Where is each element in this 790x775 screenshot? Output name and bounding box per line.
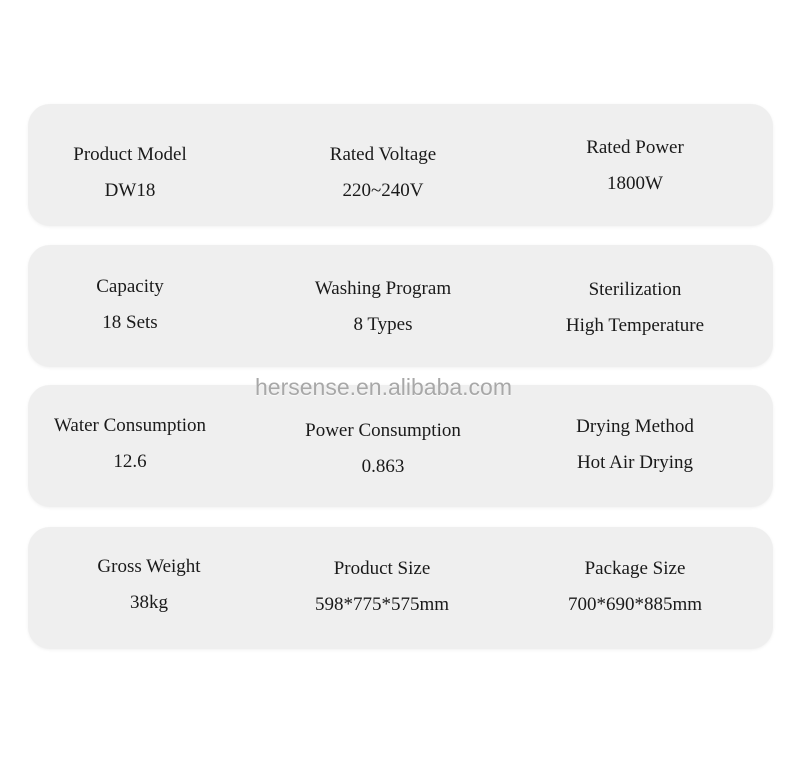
spec-washing-program <box>263 278 503 336</box>
spec-label: Water Consumption <box>53 415 207 436</box>
spec-value: DW18 <box>104 180 156 201</box>
spec-value: 12.6 <box>113 451 147 472</box>
spec-value: 38kg <box>130 592 168 613</box>
spec-rated-power <box>515 137 755 195</box>
spec-card-4 <box>28 527 773 649</box>
spec-label: Product Model <box>73 144 187 165</box>
spec-package-size <box>515 558 755 616</box>
spec-power-consumption <box>263 420 503 478</box>
spec-label: Capacity <box>96 276 164 297</box>
spec-label: Washing Program <box>314 278 452 299</box>
spec-value: 700*690*885mm <box>567 594 703 615</box>
spec-label: Power Consumption <box>305 420 461 441</box>
spec-value: Hot Air Drying <box>576 452 694 473</box>
spec-card-3 <box>28 385 773 507</box>
spec-value: 598*775*575mm <box>314 594 450 615</box>
spec-product-model <box>10 144 250 202</box>
spec-label: Package Size <box>584 558 686 579</box>
spec-value: 1800W <box>607 173 663 194</box>
spec-value: 0.863 <box>361 456 405 477</box>
spec-label: Rated Power <box>586 137 684 158</box>
spec-label: Drying Method <box>576 416 694 437</box>
spec-label: Sterilization <box>588 279 682 300</box>
spec-water-consumption <box>10 415 250 473</box>
spec-label: Gross Weight <box>97 556 201 577</box>
spec-capacity <box>10 276 250 334</box>
spec-card-2 <box>28 245 773 367</box>
spec-rated-voltage <box>263 144 503 202</box>
spec-card-1 <box>28 104 773 226</box>
spec-value: 18 Sets <box>102 312 158 333</box>
spec-gross-weight <box>29 556 269 614</box>
spec-drying-method <box>515 416 755 474</box>
spec-value: 220~240V <box>342 180 424 201</box>
spec-sterilization <box>515 279 755 337</box>
watermark-text: hersense.en.alibaba.com <box>255 374 512 400</box>
spec-label: Product Size <box>333 558 431 579</box>
spec-value: High Temperature <box>565 315 705 336</box>
spec-value: 8 Types <box>353 314 413 335</box>
spec-label: Rated Voltage <box>329 144 437 165</box>
spec-product-size <box>262 558 502 616</box>
